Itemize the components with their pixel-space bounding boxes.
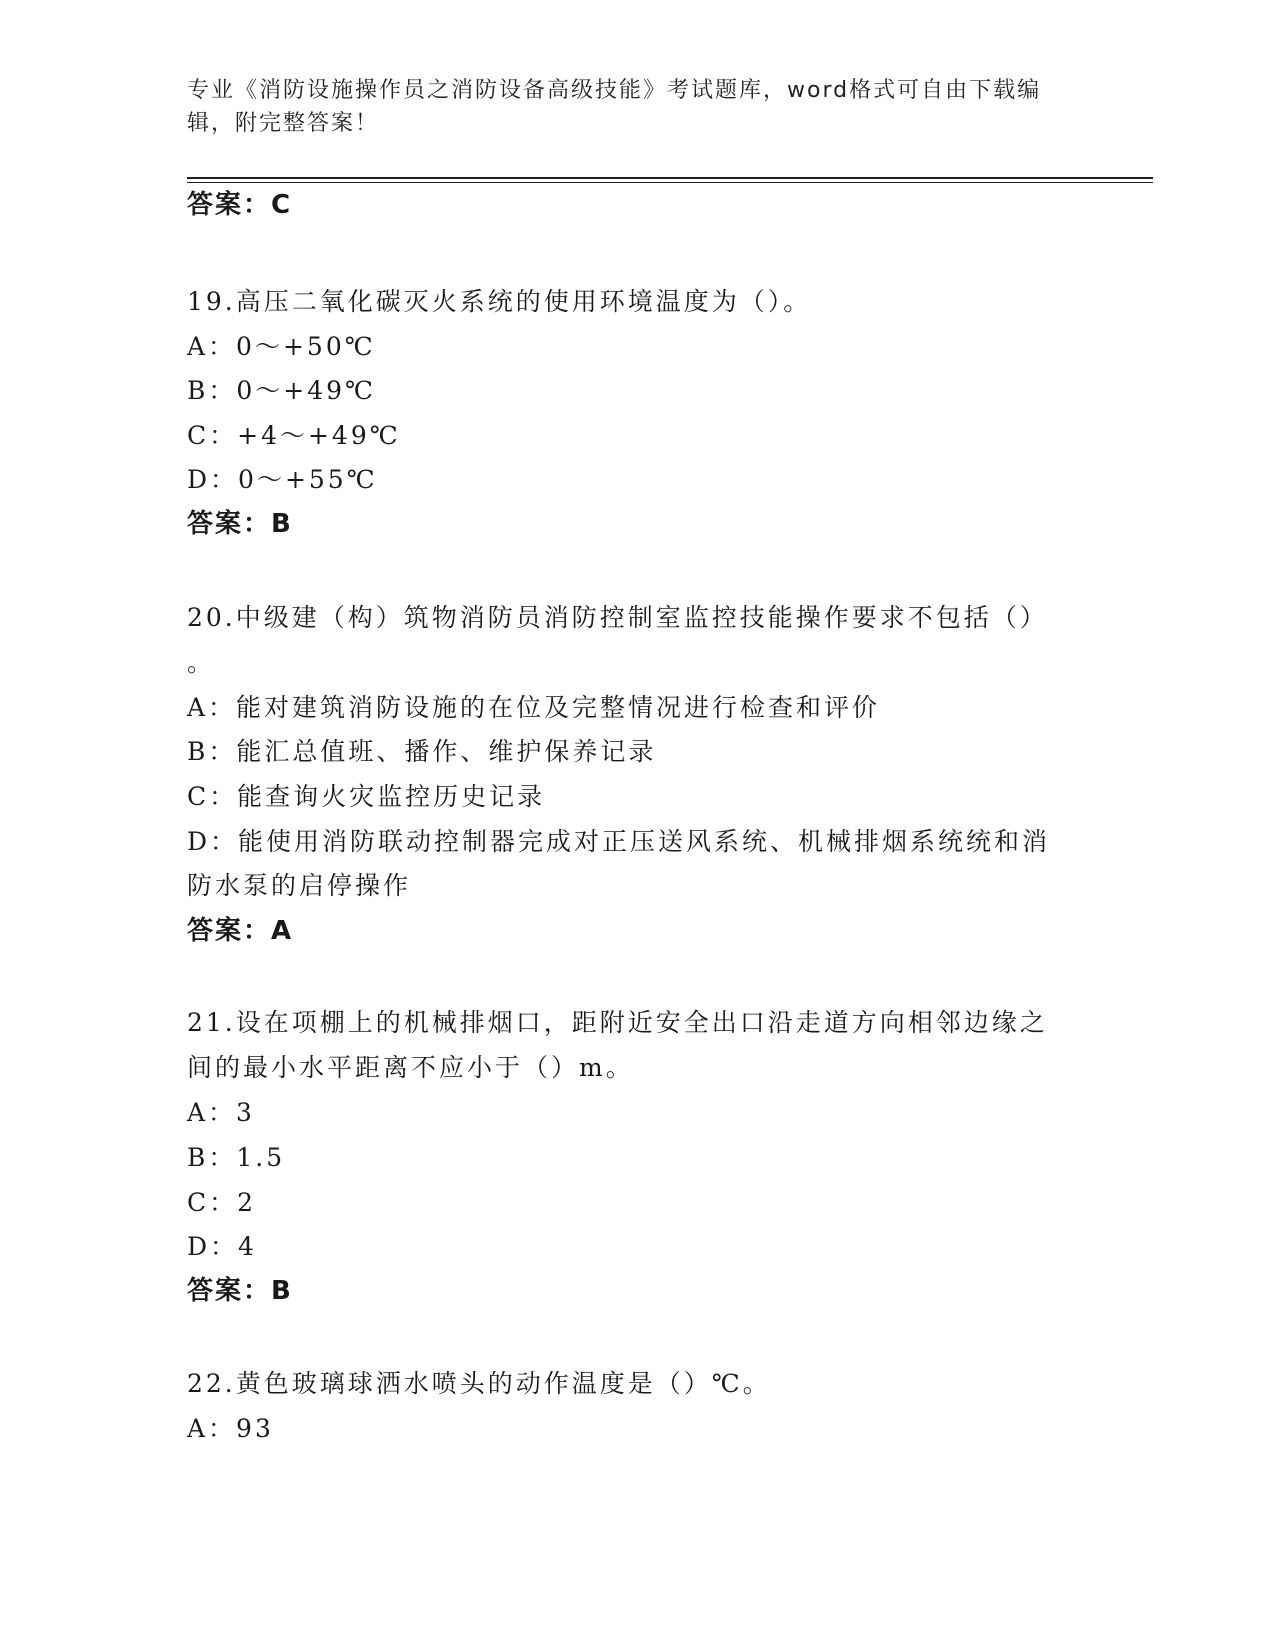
question-20-stem-line-1: 20.中级建（构）筑物消防员消防控制室监控技能操作要求不包括（）: [187, 603, 1048, 632]
question-20-stem-line-2: 。: [187, 648, 216, 677]
header-line-1: 专业《消防设施操作员之消防设备高级技能》考试题库，word格式可自由下载编: [187, 78, 1042, 103]
question-20-option-d-line-2: 防水泵的启停操作: [187, 871, 412, 900]
header-rule-thin: [187, 182, 1153, 183]
question-21-option-a: A：3: [187, 1098, 255, 1127]
header-rule-thick: [187, 177, 1153, 179]
question-21-stem-line-1: 21.设在项棚上的机械排烟口，距附近安全出口沿走道方向相邻边缘之: [187, 1008, 1048, 1037]
answer-21: 答案：B: [187, 1276, 293, 1306]
answer-19: 答案：B: [187, 509, 293, 539]
question-20-option-a: A：能对建筑消防设施的在位及完整情况进行检查和评价: [187, 693, 881, 722]
question-20-option-d-line-1: D：能使用消防联动控制器完成对正压送风系统、机械排烟系统统和消: [187, 827, 1051, 856]
question-19-stem: 19.高压二氧化碳灭火系统的使用环境温度为（）。: [187, 287, 812, 316]
question-19-option-c: C：+4～+49℃: [187, 421, 401, 450]
question-22-stem: 22.黄色玻璃球洒水喷头的动作温度是（）℃。: [187, 1369, 771, 1398]
answer-20: 答案：A: [187, 916, 294, 946]
question-21-option-b: B：1.5: [187, 1143, 286, 1172]
question-20-option-c: C：能查询火灾监控历史记录: [187, 782, 546, 811]
question-21-option-d: D：4: [187, 1232, 257, 1261]
question-21-option-c: C：2: [187, 1188, 257, 1217]
question-21-stem-line-2: 间的最小水平距离不应小于（）m。: [187, 1053, 634, 1082]
question-20-option-b: B：能汇总值班、播作、维护保养记录: [187, 737, 657, 766]
header-line-2: 辑，附完整答案！: [187, 111, 380, 136]
page-header: [187, 74, 1067, 140]
question-19-option-a: A：0～+50℃: [187, 332, 376, 361]
question-22-option-a: A：93: [187, 1414, 274, 1443]
question-19-option-d: D：0～+55℃: [187, 465, 378, 494]
answer-18: 答案：C: [187, 190, 293, 220]
question-19-option-b: B：0～+49℃: [187, 376, 377, 405]
